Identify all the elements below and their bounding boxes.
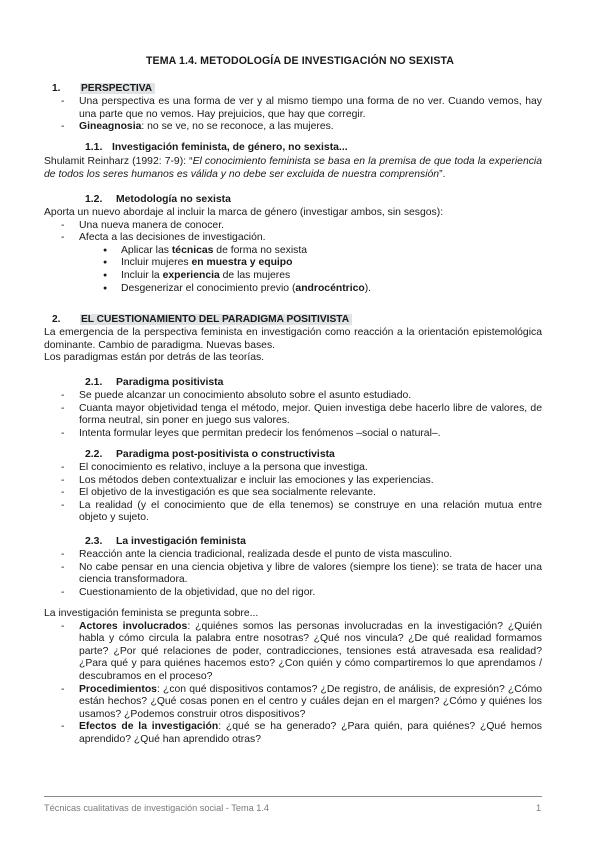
list-item: - No cabe pensar en una ciencia objetiva y libre de valores (siempre los tiene): se trata de hacer una ciencia transformadora. (44, 562, 542, 587)
subsection-1-1-heading: 1.1. Investigación feminista, de género, no sexista... (85, 142, 348, 153)
section-2-number: 2. (52, 314, 61, 325)
list-item: - Intenta formular leyes que permitan predecir los fenómenos –social o natural–. (44, 428, 542, 441)
list-item: - Cuestionamiento de la objetividad, que no del rigor. (44, 587, 542, 600)
subsection-2-2-heading: 2.2. Paradigma post-positivista o constructivista (85, 449, 335, 460)
subsection-2-1-list (44, 390, 542, 440)
subsection-2-3-list (44, 549, 542, 599)
list-item: - Los métodos deben contextualizar e incluir las emociones y las experiencias. (44, 475, 542, 488)
list-item: - Una nueva manera de conocer. (44, 220, 542, 233)
section-2-intro: La emergencia de la perspectiva feminista en investigación como reacción a la orientación epistemológica dominante. Cambio de paradigma. Nuevas bases. Los paradigmas están por detrás de las teorías. (44, 327, 542, 364)
section-2-title: EL CUESTIONAMIENTO DEL PARADIGMA POSITIVISTA (80, 314, 352, 325)
research-questions (44, 608, 542, 747)
section-2-heading (52, 314, 352, 326)
section-1-number: 1. (52, 83, 61, 94)
quote-paragraph: Shulamit Reinharz (1992: 7-9): “El conocimiento feminista se basa en la premisa de que toda la experiencia de todos los seres humanos es válida y no debe ser excluida de nuestra comprensión”. (44, 156, 543, 180)
subsection-1-2-heading: 1.2. Metodología no sexista (85, 194, 231, 205)
bullet-item: ● Incluir la experiencia de las mujeres (44, 270, 542, 283)
list-item: - Actores involucrados: ¿quiénes somos las personas involucradas en la investigación? ¿Quién habla y cómo circula la palabra entre nosotras? ¿Qué nos vincula? ¿De qué realidad formamos parte? ¿Por qué relaciones de poder, contradicciones, tensiones está atravesada esa realidad? ¿Para qué y para quiénes hacemos esto? ¿Con quién y cómo compartiremos lo que aprendamos / descubramos en el proceso? (44, 621, 542, 684)
bullet-item: ● Incluir mujeres en muestra y equipo (44, 257, 542, 270)
list-item: - El objetivo de la investigación es que sea socialmente relevante. (44, 487, 542, 500)
page-number: 1 (536, 803, 542, 813)
section-1-heading (52, 83, 155, 95)
bullet-item: ● Desgenerizar el conocimiento previo (androcéntrico). (44, 283, 542, 296)
paragraph: La investigación feminista se pregunta sobre... (44, 608, 259, 619)
list-item: - Cuanta mayor objetividad tenga el método, mejor. Quien investiga debe hacerlo libre de valores, de forma neutral, sin poner en juego sus valores. (44, 403, 542, 428)
list-item: - Reacción ante la ciencia tradicional, realizada desde el punto de vista masculino. (44, 549, 542, 562)
list-item: - Una perspectiva es una forma de ver y al mismo tiempo una forma de no ver. Cuando vemos, hay una parte que no vemos. Hay prejuicios, que hay que corregir. (44, 96, 542, 121)
list-item: - Efectos de la investigación: ¿qué se ha generado? ¿Para quién, para quiénes? ¿Qué hemos aprendido? ¿Qué han aprendido otras? (44, 721, 542, 746)
subsection-2-2-list (44, 462, 542, 525)
list-item: - El conocimiento es relativo, incluye a la persona que investiga. (44, 462, 542, 475)
list-item: - Procedimientos: ¿con qué dispositivos contamos? ¿De registro, de análisis, de expresión? ¿Cómo están hechos? ¿Qué cosas ponen en el centro y cuáles dejan en el margen? ¿Cómo y quiénes los usamos? ¿Podemos construir otros dispositivos? (44, 684, 542, 722)
bullet-item: ● Aplicar las técnicas de forma no sexista (44, 245, 542, 258)
subsection-1-2-body (44, 207, 542, 295)
list-item: - Gineagnosia: no se ve, no se reconoce, a las mujeres. (44, 121, 542, 134)
page-title: TEMA 1.4. METODOLOGÍA DE INVESTIGACIÓN NO SEXISTA (145, 55, 455, 67)
list-item: - Afecta a las decisiones de investigación. (44, 232, 542, 245)
subsection-2-1-heading: 2.1. Paradigma positivista (85, 377, 224, 388)
section-1-title: PERSPECTIVA (80, 83, 155, 94)
footer-text: Técnicas cualitativas de investigación social - Tema 1.4 (44, 803, 270, 813)
list-item: - Se puede alcanzar un conocimiento absoluto sobre el asunto estudiado. (44, 390, 542, 403)
section-1-list (44, 96, 542, 134)
subsection-2-3-heading: 2.3. La investigación feminista (85, 536, 246, 547)
paragraph: Aporta un nuevo abordaje al incluir la marca de género (investigar ambos, sin sesgos): (44, 207, 444, 218)
list-item: - La realidad (y el conocimiento que de ella tenemos) se construye en una relación mutua entre objeto y sujeto. (44, 500, 542, 525)
footer-divider (44, 796, 542, 797)
